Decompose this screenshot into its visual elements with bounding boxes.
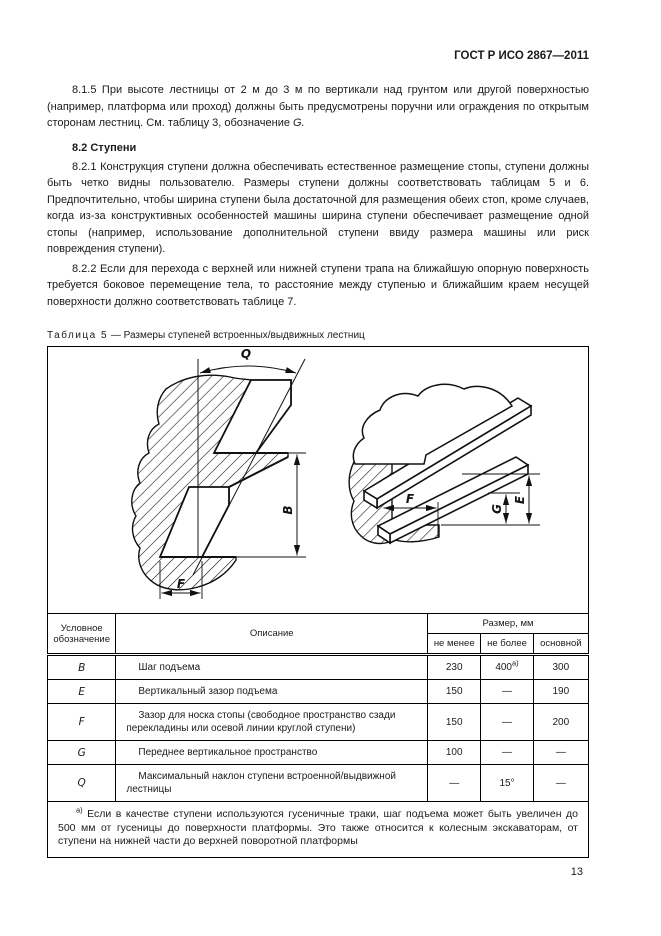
- clause-8-2-1: 8.2.1 Конструкция ступени должна обеспечивать естественное размещение стопы, ступени должны быть четко видны пользователю. Размеры ступени должны соответствовать таблицам 5 и 6. Предпочтительно, чтобы ширина ступени была достаточной для размещения обеих стоп, кроме случаев, когда из-за конструктивных особенностей машины ширина ступени обеспечивает размещение одной стопы (например, использование дополнительной ступени ввиду размера машины или риск повреждения ступени).: [47, 160, 589, 255]
- cell-main: 190: [533, 680, 588, 704]
- cell-min: 150: [428, 704, 481, 741]
- clause-8-1-5-symbol: G.: [293, 117, 305, 129]
- cell-symbol: B: [48, 655, 116, 680]
- cell-max: 15°: [481, 765, 533, 802]
- table-row-f: [48, 704, 589, 741]
- col-header-min: не менее: [428, 634, 481, 655]
- col-header-symbol: Условное обозначение: [48, 614, 116, 655]
- dimension-label-e: E: [513, 495, 527, 505]
- clause-8-1-5: [47, 82, 589, 132]
- cell-min: 230: [428, 655, 481, 680]
- dimension-label-f-left: F: [176, 577, 186, 591]
- table-row-q: [48, 765, 589, 802]
- col-header-max: не более: [481, 634, 533, 655]
- clause-8-1-5-text: 8.1.5 При высоте лестницы от 2 м до 3 м по вертикали над грунтом или другой поверхностью (например, платформа или проход) должны быть предусмотрены поручни или ограждения по открытым сторонам лестниц. См. таблицу 3, обозначение: [47, 84, 589, 129]
- cell-max: —: [481, 680, 533, 704]
- q-angle-arc: [200, 366, 296, 373]
- table-caption-label: Таблица 5: [47, 330, 109, 341]
- cell-max-footnote-ref: а): [512, 658, 519, 668]
- cell-max: —: [481, 741, 533, 765]
- dimension-label-q: Q: [240, 347, 252, 361]
- cell-min: 150: [428, 680, 481, 704]
- table-row-b: [48, 655, 589, 680]
- footnote-marker: а): [76, 805, 83, 815]
- cell-description: Переднее вертикальное пространство: [116, 741, 428, 765]
- heading-8-2: 8.2 Ступени: [72, 141, 137, 154]
- table5-figure: [47, 346, 589, 614]
- dimension-label-g: G: [490, 504, 504, 514]
- table-caption-text: — Размеры ступеней встроенных/выдвижных лестниц: [108, 330, 365, 341]
- table-row-e: [48, 680, 589, 704]
- table-caption: [47, 330, 589, 341]
- cell-description: Вертикальный зазор подъема: [116, 680, 428, 704]
- table-header-row: [48, 614, 589, 634]
- page-number: 13: [570, 865, 583, 878]
- cell-main: 200: [533, 704, 588, 741]
- cell-min: 100: [428, 741, 481, 765]
- cell-symbol: Q: [48, 765, 116, 802]
- clause-8-2-2: 8.2.2 Если для перехода с верхней или нижней ступени трапа на ближайшую опорную поверхность требуется боковое перемещение тела, то расстояние между ступенью и ближайшим краем несущей поверхности должно соответствовать таблице 7.: [47, 262, 589, 308]
- cell-main: 300: [533, 655, 588, 680]
- table-footnote: [48, 802, 589, 858]
- cell-description: Шаг подъема: [116, 655, 428, 680]
- cell-symbol: G: [48, 741, 116, 765]
- table5: [47, 613, 589, 858]
- dimension-label-b: B: [281, 505, 295, 515]
- cell-symbol: F: [48, 704, 116, 741]
- table-footnote-row: [48, 802, 589, 858]
- cell-main: —: [533, 741, 588, 765]
- col-header-description: Описание: [116, 614, 428, 655]
- cell-description: Максимальный наклон ступени встроенной/выдвижной лестницы: [116, 765, 428, 802]
- document-code: ГОСТ Р ИСО 2867—2011: [454, 50, 589, 62]
- step-dimensions-drawing: [48, 347, 587, 611]
- cell-max: [481, 655, 533, 680]
- figure-right-drawing: [349, 384, 540, 543]
- dimension-label-f-right: F: [405, 492, 415, 506]
- cell-main: —: [533, 765, 588, 802]
- cell-max: —: [481, 704, 533, 741]
- cell-max-value: 400: [495, 662, 512, 673]
- cell-description: Зазор для носка стопы (свободное пространство сзади перекладины или осевой линии круглой ступени): [116, 704, 428, 741]
- cell-min: —: [428, 765, 481, 802]
- table-row-g: [48, 741, 589, 765]
- footnote-text: Если в качестве ступени используются гусеничные траки, шаг подъема может быть увеличен до 500 мм от гусеницы до поверхности платформы. Это также относится к колесным экскаваторам, от ступени на нижней части до верхней поворотной платформы: [58, 808, 578, 847]
- col-header-main: основной: [533, 634, 588, 655]
- col-header-size-group: Размер, мм: [428, 614, 589, 634]
- cell-symbol: E: [48, 680, 116, 704]
- figure-left-drawing: [132, 359, 306, 599]
